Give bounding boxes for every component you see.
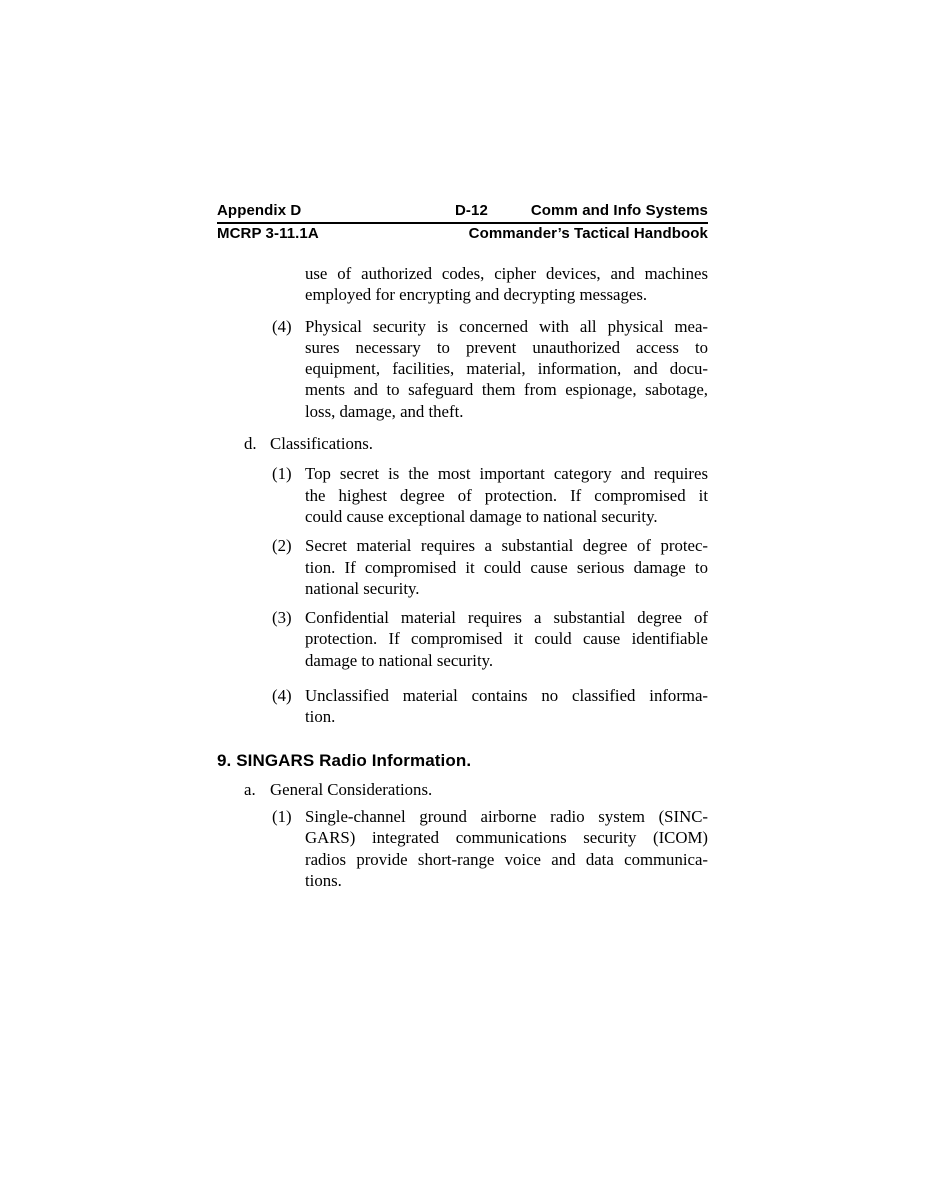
item-letter: d. <box>244 434 257 454</box>
text-line: tion. <box>305 707 336 727</box>
header-row-1 <box>217 203 708 224</box>
text-line: tion. If compromised it could cause serious damage to <box>305 557 708 577</box>
text-line: radios provide short-range voice and data communica- <box>305 849 708 869</box>
text-line: the highest degree of protection. If compromised it <box>305 485 708 505</box>
item-number: (2) <box>272 536 292 556</box>
text-line: ments and to safeguard them from espionage, sabotage, <box>305 380 708 400</box>
text-line: loss, damage, and theft. <box>305 401 464 421</box>
text-line: Top secret is the most important category and requires <box>305 464 708 484</box>
paragraph-confidential <box>217 607 708 671</box>
text-line: equipment, facilities, material, information, and docu- <box>305 359 708 379</box>
item-general-considerations <box>217 779 708 800</box>
header-appendix-label: Appendix D <box>217 202 302 219</box>
item-number: (1) <box>272 464 292 484</box>
text-line: General Considerations. <box>270 779 433 799</box>
paragraph-text <box>270 779 708 800</box>
text-line: Secret material requires a substantial degree of protec- <box>305 536 708 556</box>
text-line: Confidential material requires a substantial degree of <box>305 608 708 628</box>
header-doc-number: MCRP 3-11.1A <box>217 225 319 242</box>
paragraph-text <box>305 607 708 671</box>
paragraph-unclassified <box>217 685 708 728</box>
item-number: (4) <box>272 686 292 706</box>
page-header <box>217 203 708 242</box>
item-classifications <box>217 433 708 454</box>
document-body <box>217 263 708 891</box>
text-line: damage to national security. <box>305 650 494 670</box>
paragraph-physical-security <box>217 316 708 422</box>
text-line: tions. <box>305 870 342 890</box>
paragraph-text <box>305 806 708 891</box>
paragraph-top-secret <box>217 463 708 527</box>
paragraph-continuation <box>217 263 708 306</box>
text-line: Single-channel ground airborne radio system (SINC- <box>305 806 708 826</box>
header-page-number: D-12 <box>455 202 488 219</box>
header-row-2 <box>217 226 708 242</box>
text-line: sures necessary to prevent unauthorized access to <box>305 337 708 357</box>
item-number: (4) <box>272 316 292 336</box>
paragraph-text <box>270 433 708 454</box>
text-line: Unclassified material contains no classified informa- <box>305 686 708 706</box>
paragraph-sincgars <box>217 806 708 891</box>
paragraph-secret <box>217 535 708 599</box>
item-number: (3) <box>272 608 292 628</box>
section-heading-singars <box>217 750 708 772</box>
text-line: national security. <box>305 578 420 598</box>
paragraph-text <box>305 263 708 306</box>
text-line: use of authorized codes, cipher devices, and machines <box>305 264 708 283</box>
paragraph-text <box>305 535 708 599</box>
text-line: protection. If compromised it could cause identifiable <box>305 629 708 649</box>
text-line: Classifications. <box>270 434 374 454</box>
text-line: GARS) integrated communications security (ICOM) <box>305 828 708 848</box>
paragraph-text <box>305 685 708 728</box>
text-line: could cause exceptional damage to national security. <box>305 506 658 526</box>
header-doc-title: Commander’s Tactical Handbook <box>468 225 708 242</box>
text-line: Physical security is concerned with all physical mea- <box>305 316 708 336</box>
header-section-title: Comm and Info Systems <box>530 202 708 219</box>
item-letter: a. <box>244 779 256 799</box>
paragraph-text <box>305 316 708 422</box>
text-line: employed for encrypting and decrypting messages. <box>305 285 648 305</box>
paragraph-text <box>305 463 708 527</box>
section-heading-text: 9. SINGARS Radio Information. <box>217 750 472 770</box>
item-number: (1) <box>272 806 292 826</box>
